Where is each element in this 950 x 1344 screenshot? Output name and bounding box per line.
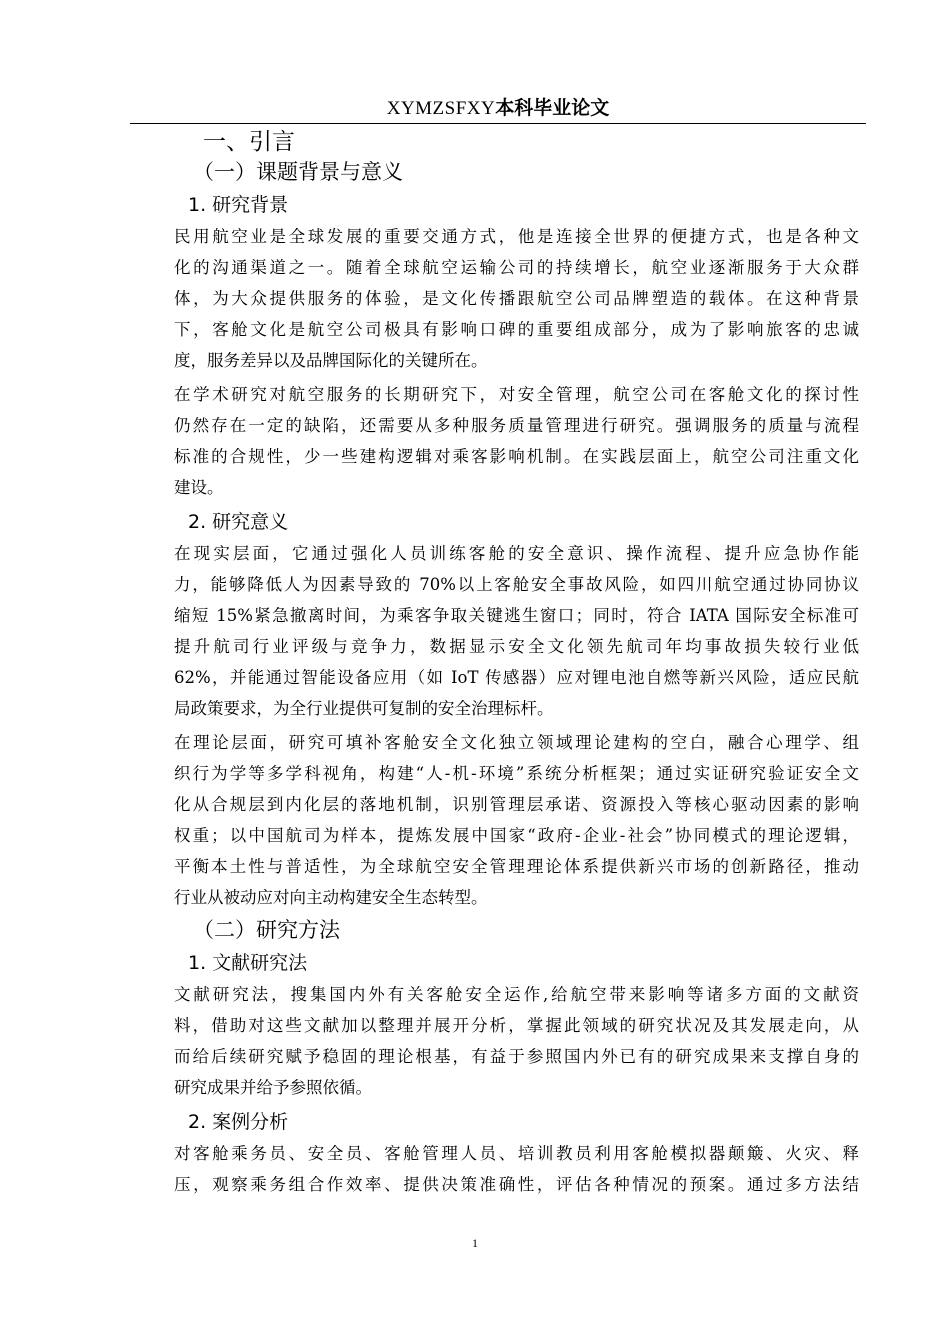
text-line: 下，客舱文化是航空公司极具有影响口碑的重要组成部分，成为了影响旅客的忠诚	[174, 320, 859, 339]
text-line: 而给后续研究赋予稳固的理论根基，有益于参照国内外已有的研究成果来支撑自身的	[174, 1047, 859, 1066]
heading-research-significance: 2. 研究意义	[188, 511, 289, 533]
text-line: 建设。	[174, 478, 224, 497]
page-header	[130, 96, 866, 121]
text-line: 在理论层面，研究可填补客舱安全文化独立领域理论建构的空白，融合心理学、组	[174, 733, 859, 752]
text-line: 文献研究法，搜集国内外有关客舱安全运作,给航空带来影响等诸多方面的文献资	[174, 985, 859, 1004]
text-line: 缩短 15%紧急撤离时间，为乘客争取关键逃生窗口；同时，符合 IATA 国际安全标准可	[174, 606, 859, 625]
heading-introduction: 一、引言	[203, 129, 295, 155]
text-line: 在学术研究对航空服务的长期研究下，对安全管理，航空公司在客舱文化的探讨性	[174, 385, 859, 404]
text-line: 行业从被动应对向主动构建安全生态转型。	[174, 888, 488, 907]
heading-research-methods: （二）研究方法	[193, 918, 340, 942]
page-number: 1	[472, 1236, 478, 1250]
paragraph-significance-2	[138, 727, 859, 913]
text-line: 62%，并能通过智能设备应用（如 IoT 传感器）应对锂电池自燃等新兴风险，适应民航	[174, 668, 859, 687]
paragraph-case-analysis	[138, 1138, 859, 1200]
header-thesis-label: 本科毕业论文	[495, 97, 610, 119]
text-line: 压，观察乘务组合作效率、提供决策准确性，评估各种情况的预案。通过多方法结	[174, 1175, 859, 1194]
text-line: 度，服务差异以及品牌国际化的关键所在。	[174, 351, 488, 370]
text-line: 权重；以中国航司为样本，提炼发展中国家“政府-企业-社会”协同模式的理论逻辑，	[174, 826, 859, 845]
text-line: 平衡本土性与普适性，为全球航空安全管理理论体系提供新兴市场的创新路径，推动	[174, 857, 859, 876]
text-line: 对客舱乘务员、安全员、客舱管理人员、培训教员利用客舱模拟器颠簸、火灾、释	[174, 1144, 859, 1163]
text-line: 织行为学等多学科视角，构建“人-机-环境”系统分析框架；通过实证研究验证安全文	[174, 764, 859, 783]
text-line: 化的沟通渠道之一。随着全球航空运输公司的持续增长，航空业逐渐服务于大众群	[174, 258, 859, 277]
header-school-code: XYMZSFXY	[386, 98, 496, 119]
text-line: 仍然存在一定的缺陷，还需要从多种服务质量管理进行研究。强调服务的质量与流程	[174, 416, 859, 435]
heading-literature-method: 1. 文献研究法	[188, 952, 308, 974]
paragraph-background-2	[138, 379, 859, 503]
text-line: 研究成果并给予参照依循。	[174, 1078, 372, 1097]
paragraph-background-1	[138, 221, 859, 376]
text-line: 料，借助对这些文献加以整理并展开分析，掌握此领域的研究状况及其发展走向，从	[174, 1016, 859, 1035]
paragraph-significance-1	[138, 538, 859, 724]
header-rule	[130, 123, 866, 124]
text-line: 提升航司行业评级与竞争力，数据显示安全文化领先航司年均事故损失较行业低	[174, 637, 859, 656]
text-line: 在现实层面，它通过强化人员训练客舱的安全意识、操作流程、提升应急协作能	[174, 544, 859, 563]
text-line: 化从合规层到内化层的落地机制，识别管理层承诺、资源投入等核心驱动因素的影响	[174, 795, 859, 814]
document-body	[138, 128, 859, 1203]
heading-research-background: 1. 研究背景	[188, 194, 289, 216]
text-line: 民用航空业是全球发展的重要交通方式，他是连接全世界的便捷方式，也是各种文	[174, 227, 859, 246]
heading-case-analysis: 2. 案例分析	[188, 1111, 289, 1133]
text-line: 局政策要求，为全行业提供可复制的安全治理标杆。	[174, 699, 554, 718]
heading-background-significance: （一）课题背景与意义	[193, 160, 403, 184]
text-line: 体，为大众提供服务的体验，是文化传播跟航空公司品牌塑造的载体。在这种背景	[174, 289, 859, 308]
text-line: 标准的合规性，少一些建构逻辑对乘客影响机制。在实践层面上，航空公司注重文化	[174, 447, 859, 466]
text-line: 力，能够降低人为因素导致的 70%以上客舱安全事故风险，如四川航空通过协同协议	[174, 575, 859, 594]
paragraph-literature	[138, 979, 859, 1103]
